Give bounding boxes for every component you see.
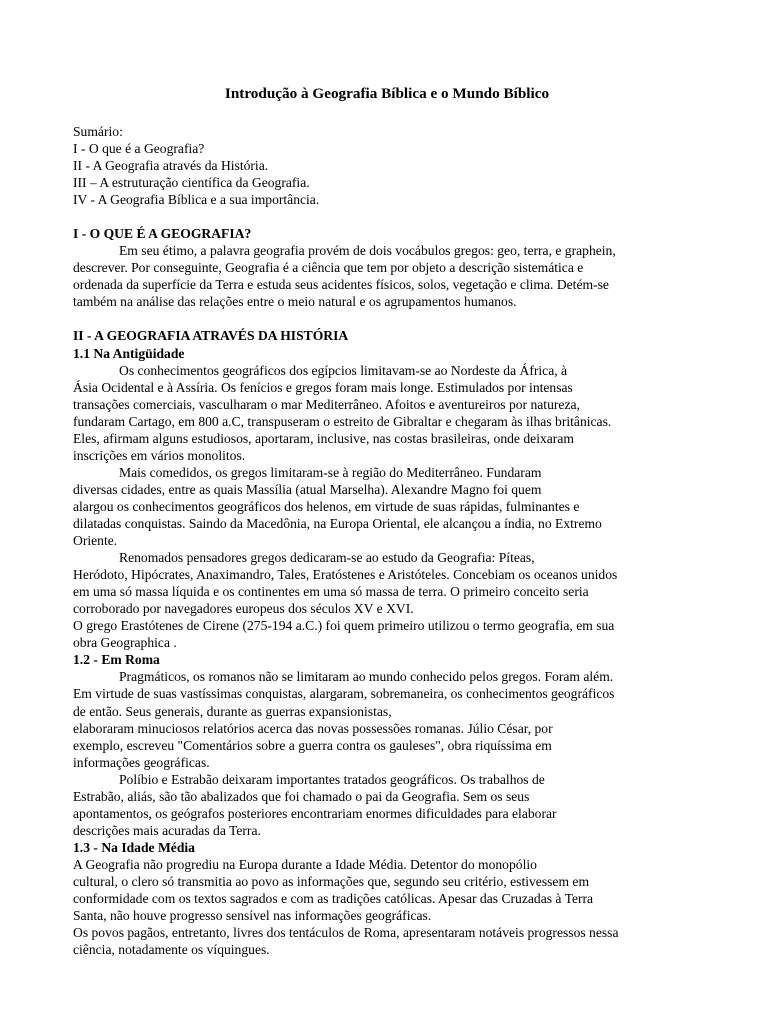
section-what-is-geography bbox=[73, 225, 693, 310]
text-line: em uma só massa líquida e os continentes em uma só massa de terra. O primeiro conceito seria bbox=[73, 584, 589, 600]
text-line: Os conhecimentos geográficos dos egípcios limitavam-se ao Nordeste da África, à bbox=[119, 362, 568, 378]
text-line: exemplo, escreveu "Comentários sobre a guerra contra os gauleses", obra riquíssima em bbox=[73, 737, 552, 753]
text-line: Em virtude de suas vastíssimas conquistas, alargaram, sobremaneira, os conhecimentos geográficos bbox=[73, 686, 615, 702]
text-line: ordenada da superfície da Terra e estuda seus acidentes físicos, solos, vegetação e clima. Detém-se bbox=[73, 277, 609, 293]
text-line: diversas cidades, entre as quais Massília (atual Marselha). Alexandre Magno foi quem bbox=[73, 481, 542, 497]
document-page bbox=[73, 84, 693, 958]
summary-item: II - A Geografia através da História. bbox=[73, 158, 269, 174]
text-line: corroborado por navegadores europeus dos séculos XV e XVI. bbox=[73, 601, 414, 617]
text-line: O grego Erastótenes de Cirene (275-194 a.C.) foi quem primeiro utilizou o termo geografia, em sua bbox=[73, 618, 615, 634]
summary-item: I - O que é a Geografia? bbox=[73, 141, 205, 157]
text-line: inscrições em vários monolitos. bbox=[73, 447, 246, 463]
text-line: fundaram Cartago, em 800 a.C, transpuseram o estreito de Gibraltar e chegaram às ilhas britânicas. bbox=[73, 413, 612, 429]
text-line: Políbio e Estrabão deixaram importantes tratados geográficos. Os trabalhos de bbox=[119, 771, 545, 787]
summary-item: IV - A Geografia Bíblica e a sua importância. bbox=[73, 192, 320, 208]
text-line: Eles, afirmam alguns estudiosos, aportaram, inclusive, nas costas brasileiras, onde deixaram bbox=[73, 430, 574, 446]
section-heading: II - A GEOGRAFIA ATRAVÉS DA HISTÓRIA bbox=[73, 328, 349, 344]
text-line: transações comerciais, vasculharam o mar Mediterrâneo. Afoitos e aventureiros por natureza, bbox=[73, 396, 580, 412]
text-line: Heródoto, Hipócrates, Anaximandro, Tales, Eratóstenes e Aristóteles. Concebiam os oceanos unidos bbox=[73, 567, 618, 583]
text-line: ciência, notadamente os víquingues. bbox=[73, 942, 270, 958]
text-line: Oriente. bbox=[73, 533, 118, 549]
text-line: também na análise das relações entre o meio natural e os agrupamentos humanos. bbox=[73, 294, 517, 310]
spacer bbox=[73, 208, 693, 225]
text-line: apontamentos, os geógrafos posteriores encontrariam enormes dificuldades para elaborar bbox=[73, 805, 557, 821]
document-title: Introdução à Geografia Bíblica e o Mundo Bíblico bbox=[224, 85, 550, 102]
text-line: Santa, não houve progresso sensível nas informações geográficas. bbox=[73, 908, 432, 924]
subsection-heading: 1.1 Na Antigüidade bbox=[73, 345, 185, 361]
summary-label: Sumário: bbox=[73, 124, 123, 139]
text-line: conformidade com os textos sagrados e com as tradições católicas. Apesar das Cruzadas à Terra bbox=[73, 891, 594, 907]
text-line: de então. Seus generais, durante as guerras expansionistas, bbox=[73, 703, 392, 719]
text-line: alargou os conhecimentos geográficos dos helenos, em virtude de suas rápidas, fulminantes e bbox=[73, 498, 580, 514]
summary bbox=[73, 123, 693, 208]
summary-item: III – A estruturação científica da Geografia. bbox=[73, 175, 310, 191]
text-line: Ásia Ocidental e à Assíria. Os fenícios e gregos foram mais longe. Estimulados por intensas bbox=[73, 379, 573, 395]
text-line: informações geográficas. bbox=[73, 754, 210, 770]
text-line: Os povos pagãos, entretanto, livres dos tentáculos de Roma, apresentaram notáveis progressos nessa bbox=[73, 925, 619, 941]
section-heading: I - O QUE É A GEOGRAFIA? bbox=[73, 226, 252, 242]
text-line: dilatadas conquistas. Saindo da Macedônia, na Europa Oriental, ele alcançou a índia, no Extremo bbox=[73, 515, 602, 531]
text-line: descrever. Por conseguinte, Geografia é a ciência que tem por objeto a descrição sistemática e bbox=[73, 260, 584, 276]
text-line: obra Geographica . bbox=[73, 635, 177, 651]
text-line: Pragmáticos, os romanos não se limitaram ao mundo conhecido pelos gregos. Foram além. bbox=[119, 669, 614, 685]
text-line: Estrabão, aliás, são tão abalizados que foi chamado o pai da Geografia. Sem os seus bbox=[73, 788, 530, 804]
text-line: descrições mais acuradas da Terra. bbox=[73, 822, 261, 838]
text-line: elaboraram minuciosos relatórios acerca das novas possessões romanas. Júlio César, por bbox=[73, 720, 553, 736]
text-line: cultural, o clero só transmitia ao povo as informações que, segundo seu critério, estivessem em bbox=[73, 873, 590, 889]
subsection-heading: 1.2 - Em Roma bbox=[73, 652, 160, 668]
text-line: A Geografia não progrediu na Europa durante a Idade Média. Detentor do monopólio bbox=[73, 856, 537, 872]
spacer bbox=[73, 310, 693, 327]
text-line: Em seu étimo, a palavra geografia provém de dois vocábulos gregos: geo, terra, e graphein, bbox=[119, 243, 616, 259]
text-line: Renomados pensadores gregos dedicaram-se ao estudo da Geografia: Píteas, bbox=[119, 550, 535, 566]
subsection-heading: 1.3 - Na Idade Média bbox=[73, 839, 195, 855]
section-history bbox=[73, 327, 693, 958]
text-line: Mais comedidos, os gregos limitaram-se à região do Mediterrâneo. Fundaram bbox=[119, 464, 542, 480]
